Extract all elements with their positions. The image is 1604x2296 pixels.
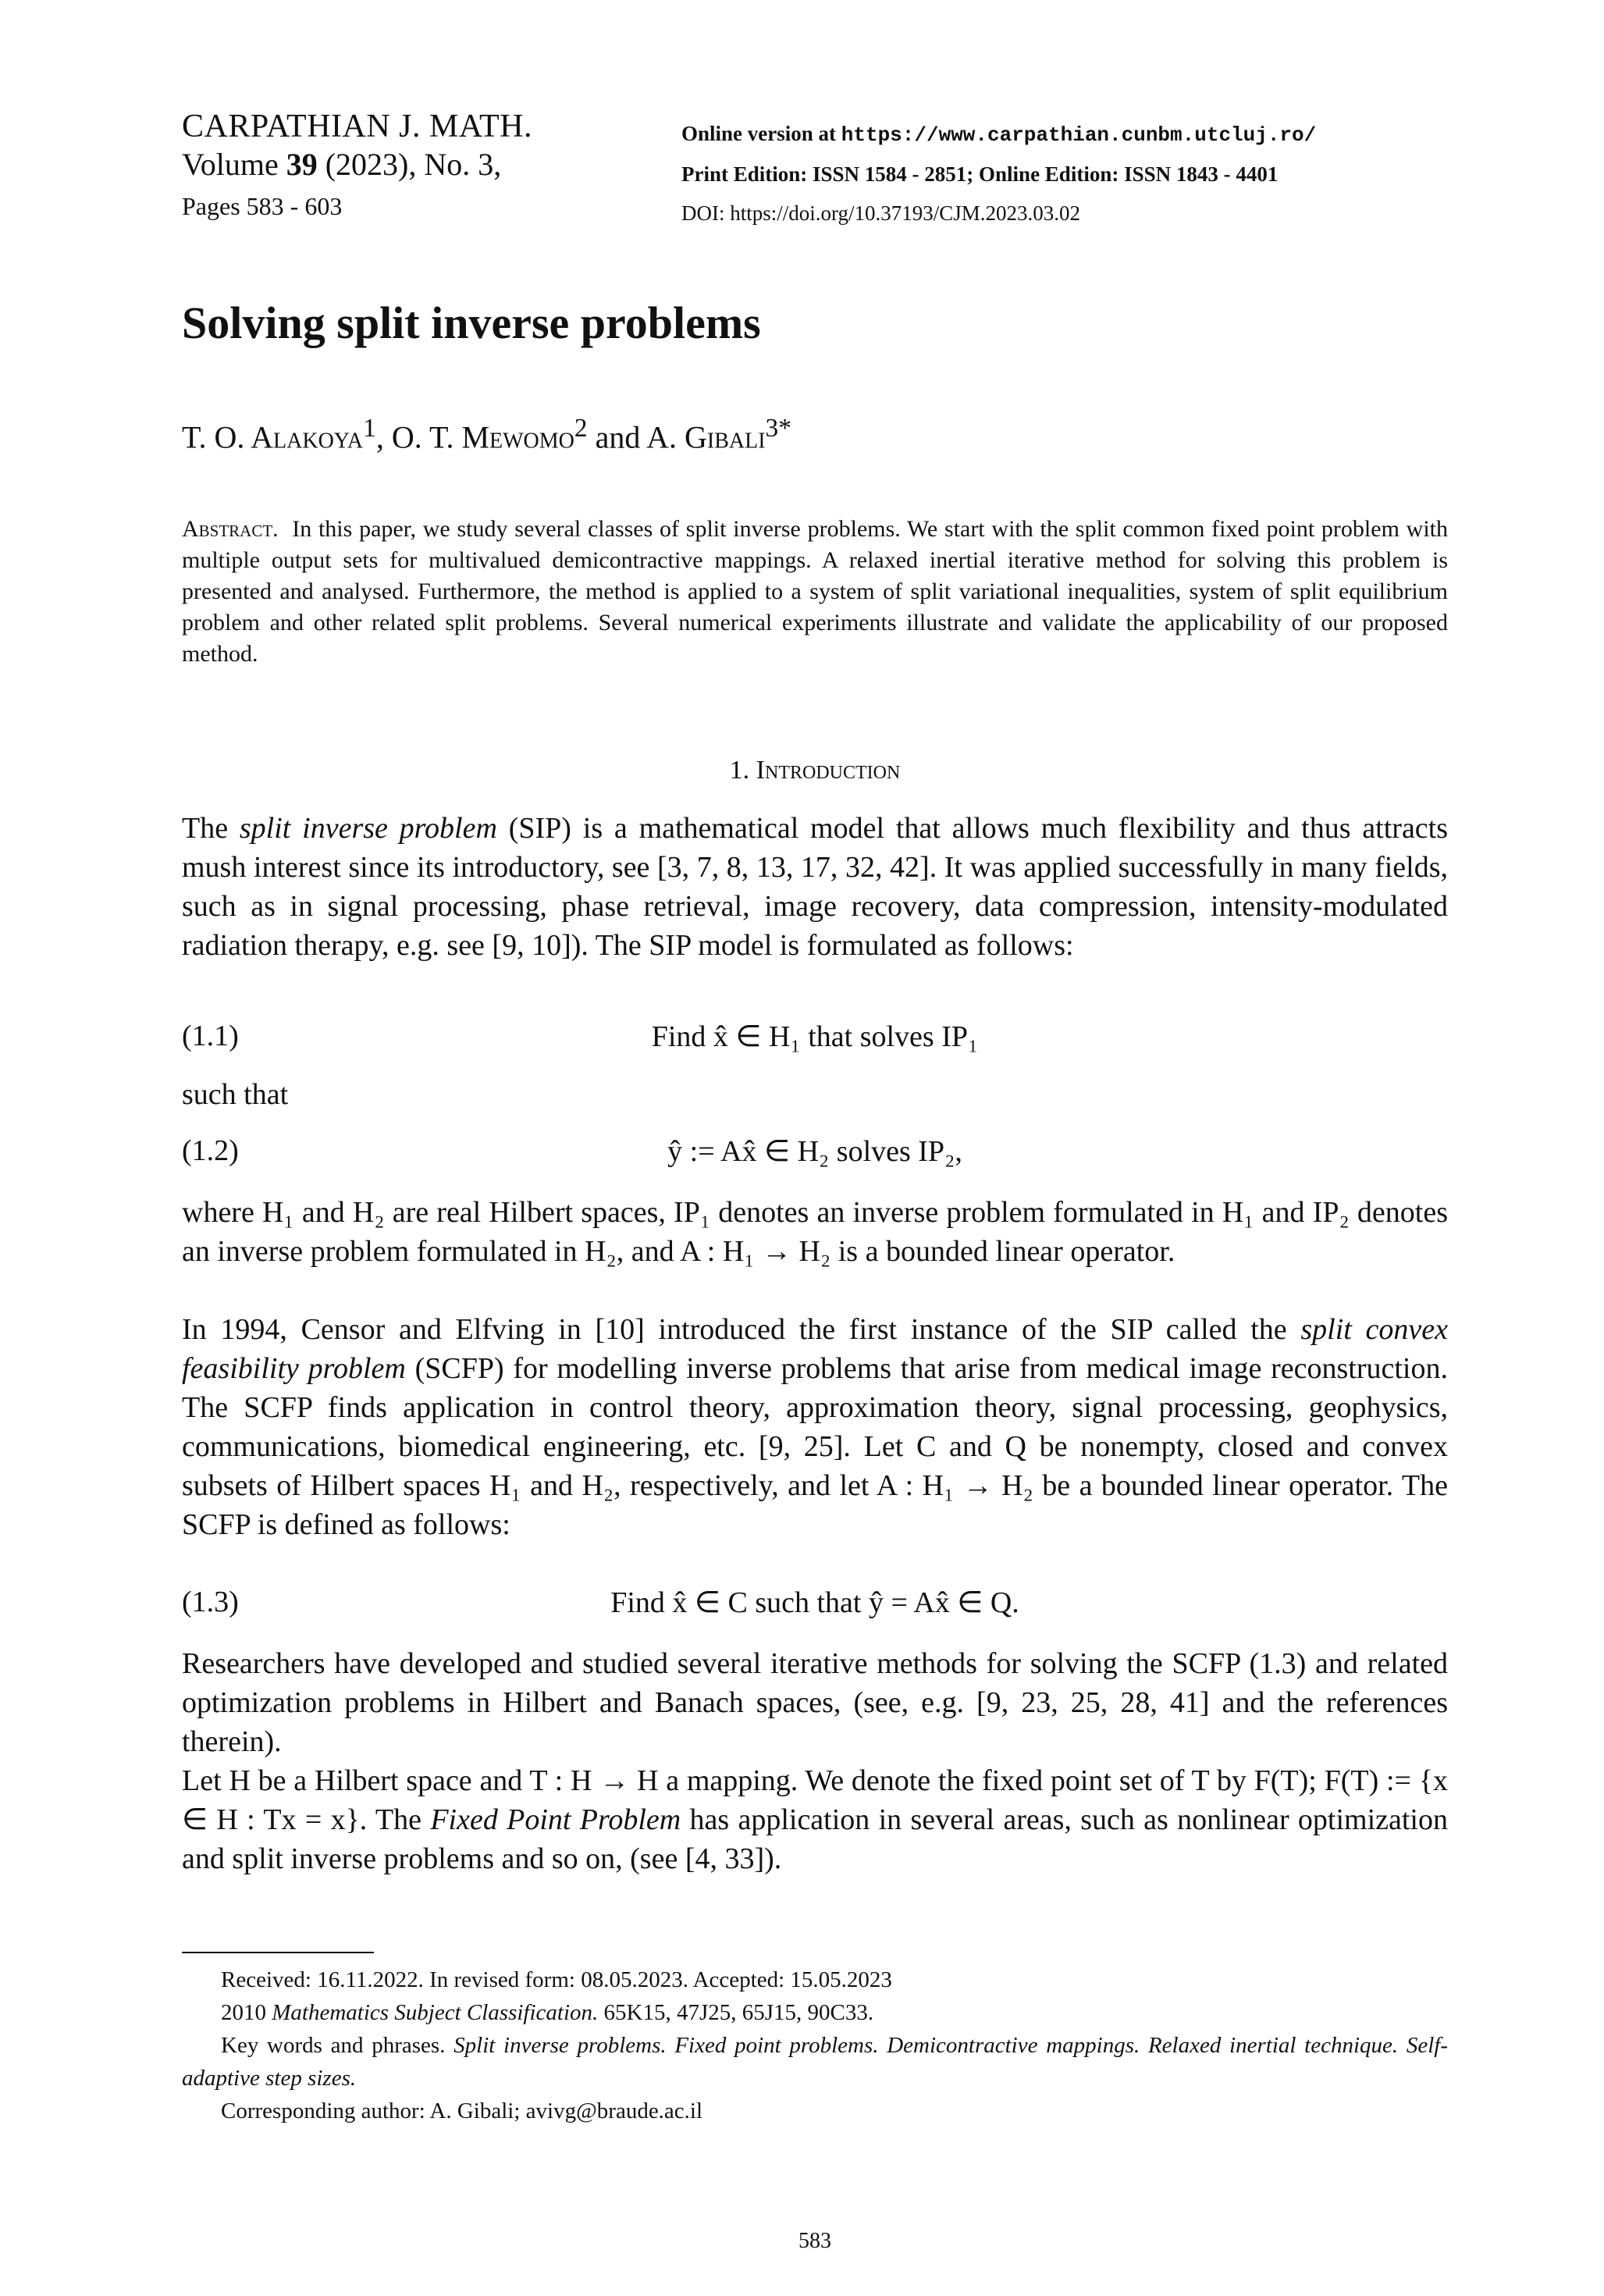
footnote-keywords	[182, 2029, 1448, 2095]
author-3-affil: 3*	[765, 414, 791, 443]
author-1-affil: 1	[363, 414, 376, 443]
footnote-corresponding: Corresponding author: A. Gibali; avivg@braude.ac.il	[221, 2098, 703, 2123]
journal-volume	[182, 145, 532, 184]
author-list	[182, 414, 791, 455]
volume-number: 39	[286, 147, 318, 182]
keywords-label: Key words and phrases.	[221, 2033, 454, 2058]
issn-text: Print Edition: ISSN 1584 - 2851; Online Edition: ISSN 1843 - 4401	[681, 162, 1279, 186]
para1-text-b: (SIP) is a mathematical model that allows much flexibility and thus attracts mush interest since its introductory, see [3, 7, 8, 13, 17, 32, 42]. It was applied successfully in many fields, such as in signal processing, phase retrieval, image recovery, data compression, intensity-modulated radiation therapy, e.g. see [9, 10]). The SIP model is formulated as follows:	[182, 812, 1449, 962]
section-heading: 1. Introduction	[729, 756, 901, 785]
para3-text-a: In 1994, Censor and Elfving in [10] introduced the first instance of the SIP called the	[182, 1313, 1301, 1346]
online-version	[681, 114, 1316, 155]
abstract	[182, 514, 1448, 670]
publication-info	[681, 114, 1316, 233]
para5-text-a: Let H be a Hilbert space and T : H → H a mapping. We denote the fixed point set of T by F(T); F(T) := {x ∈ H : Tx = x}. The	[182, 1764, 1448, 1836]
paragraph-3	[182, 1310, 1448, 1544]
equation-number: (1.2)	[182, 1134, 239, 1167]
paragraph-4: Researchers have developed and studied several iterative methods for solving the SCFP (1.3) and related optimization problems in Hilbert and Banach spaces, (see, e.g. [9, 23, 25, 28, 41] and the references therein).	[182, 1647, 1448, 1758]
author-3-initials: and A. G	[587, 419, 707, 455]
para3-text-b: (SCFP) for modelling inverse problems that arise from medical image reconstruction. The SCFP finds application in control theory, approximation theory, signal processing, geophysics, communications, biomedical engineering, etc. [9, 25]. Let C and Q be nonempty, closed and convex subsets of Hilbert spaces H₁ and H₂, respectively, and let A : H₁ → H₂ be a bounded linear operator. The SCFP is defined as follows:	[182, 1352, 1448, 1541]
equation-content: Find x̂ ∈ C such that ŷ = Ax̂ ∈ Q.	[610, 1586, 1019, 1619]
author-1-initials: T. O. A	[182, 419, 274, 455]
footnotes	[182, 1963, 1448, 2127]
para3-italic: split convex feasibility problem	[182, 1313, 1449, 1385]
equation-content: ŷ := Ax̂ ∈ H₂ solves IP₂,	[667, 1135, 962, 1168]
msc-year: 2010	[221, 2000, 272, 2025]
online-url[interactable]: https://www.carpathian.cunbm.utcluj.ro/	[841, 123, 1317, 147]
footnote-msc	[182, 1996, 1448, 2029]
journal-pages: Pages 583 - 603	[182, 192, 343, 220]
msc-codes: 65K15, 47J25, 65J15, 90C33.	[598, 2000, 874, 2025]
footnote-rule	[182, 1952, 374, 1953]
page-number: 583	[798, 2229, 831, 2253]
author-2-surname: ewomo	[489, 419, 574, 455]
author-3-surname: ibali	[706, 419, 766, 455]
paragraph-1	[182, 809, 1448, 965]
keywords-text: Split inverse problems. Fixed point problems. Demicontractive mappings. Relaxed inertial technique. Self-adaptive step sizes.	[182, 2033, 1448, 2091]
abstract-label: Abstract.	[182, 516, 279, 542]
volume-suffix: (2023), No. 3,	[317, 147, 502, 182]
footnote-received: Received: 16.11.2022. In revised form: 08.05.2023. Accepted: 15.05.2023	[221, 1967, 892, 1992]
para5-italic: Fixed Point Problem	[430, 1803, 681, 1836]
issn-line	[681, 155, 1316, 194]
para1-text-a: The	[182, 812, 240, 845]
journal-name: CARPATHIAN J. MATH.	[182, 109, 533, 144]
equation-number: (1.1)	[182, 1020, 239, 1052]
paper-title: Solving split inverse problems	[182, 297, 761, 348]
volume-prefix: Volume	[182, 147, 286, 182]
author-1-surname: lakoya	[273, 419, 364, 455]
author-2-affil: 2	[574, 414, 588, 443]
abstract-text: In this paper, we study several classes of split inverse problems. We start with the split common fixed point problem with multiple output sets for multivalued demicontractive mappings. A relaxed inertial iterative method for solving this problem is presented and analysed. Furthermore, the method is applied to a system of split variational inequalities, system of split equilibrium problem and other related split problems. Several numerical experiments illustrate and validate the applicability of our proposed method.	[182, 516, 1449, 667]
doi-line[interactable]: DOI: https://doi.org/10.37193/CJM.2023.03.02	[681, 201, 1081, 225]
paragraph-5	[182, 1761, 1448, 1878]
para5-text-b: has application in several areas, such as nonlinear optimization and split inverse problems and so on, (see [4, 33]).	[182, 1803, 1448, 1875]
equation-content: Find x̂ ∈ H₁ that solves IP₁	[651, 1020, 979, 1053]
equation-number: (1.3)	[182, 1586, 239, 1618]
journal-header	[182, 108, 532, 228]
online-label: Online version at	[681, 122, 841, 145]
such-that-text: such that	[182, 1078, 289, 1111]
para1-italic: split inverse problem	[239, 812, 497, 845]
author-2-initials: , O. T. M	[375, 419, 490, 455]
paragraph-2: where H₁ and H₂ are real Hilbert spaces, IP₁ denotes an inverse problem formulated in H₁ and IP₂ denotes an inverse problem formulated in H₂, and A : H₁ → H₂ is a bounded linear operator.	[182, 1196, 1448, 1268]
msc-label: Mathematics Subject Classification.	[272, 2000, 599, 2025]
